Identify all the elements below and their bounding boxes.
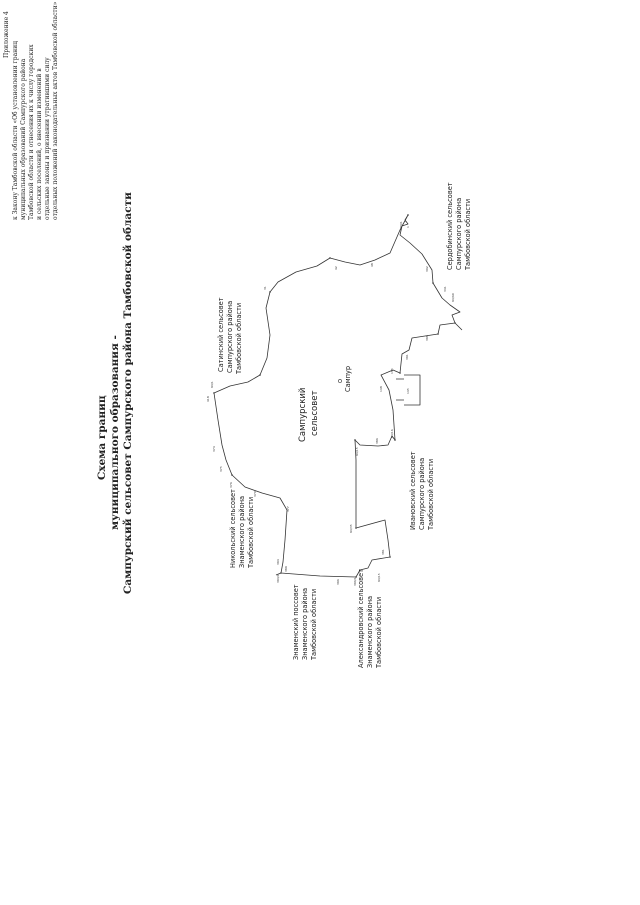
neighbor-znamensky-line-1: Знаменский поссовет	[292, 584, 300, 660]
annex-title: Приложение 4	[3, 11, 10, 58]
vertex-label: 341	[443, 286, 447, 292]
vertex-label: 145	[406, 388, 410, 394]
vertex-label: 377	[286, 506, 290, 512]
vertex	[354, 439, 356, 441]
vertex-label: 94/15	[355, 447, 359, 456]
vertex-label: 1	[406, 226, 410, 228]
vertex	[355, 527, 357, 529]
vertex-label: 48	[370, 263, 374, 267]
annex-line-3: Тамбовской области и отнесения их к числу городских	[28, 44, 35, 220]
vertex	[231, 474, 233, 476]
vertex-label: 94/35	[349, 524, 353, 533]
vertex-label: 396/1	[353, 577, 357, 586]
neighbor-nikolsky-line-1: Никольский сельсовет	[229, 489, 237, 568]
vertex	[437, 333, 439, 335]
village-label: Сампур	[344, 365, 352, 392]
vertex	[280, 572, 282, 574]
vertex-label: 396	[336, 579, 340, 585]
neighbor-nikolsky-line-2: Знаменского района	[238, 495, 246, 568]
vertex-label: 389	[284, 566, 288, 572]
vertex	[394, 439, 396, 441]
title-line-1: Схема границ	[96, 395, 108, 480]
vertex	[454, 322, 456, 324]
title-line-2: муниципального образования -	[109, 335, 121, 530]
neighbor-ivanovsky-line-1: Ивановский сельсовет	[409, 451, 417, 530]
neighbor-alexandrovsky-line-2: Знаменского района	[366, 595, 374, 668]
vertex-label: 376	[229, 482, 233, 488]
vertex	[399, 372, 401, 374]
center-territory-suffix: сельсовет	[310, 390, 320, 436]
vertex-label: 148	[379, 386, 383, 392]
vertex-label: 94/16	[390, 429, 394, 438]
vertex-label: 381	[381, 549, 385, 555]
neighbor-satinsky-line-1: Сатинский сельсовет	[217, 297, 225, 372]
inner-lot-edge	[396, 379, 404, 400]
vertex-label: 94/1	[399, 221, 403, 228]
neighbor-satinsky-line-3: Тамбовской области	[235, 302, 243, 374]
neighbor-ivanovsky-line-3: Тамбовской области	[427, 458, 435, 530]
vertex-label: 31	[263, 286, 267, 290]
annex-line-4: и сельских поселений, о внесении изменений в	[36, 68, 43, 220]
title-line-3: Сампурский сельсовет Сампурского района Тамбовской области	[122, 192, 134, 594]
annex-line-1: к Закону Тамбовской области «Об установлении границ	[12, 40, 19, 220]
center-territory-name: Сампурский	[298, 387, 308, 442]
vertex-label: 394/1	[276, 574, 280, 583]
vertex	[432, 282, 434, 284]
annex-line-5: отдельные законы и признании утратившими силу	[44, 57, 51, 220]
village-marker	[338, 379, 341, 382]
vertex-label: 386	[375, 438, 379, 444]
annex-line-2: муниципальных образований Сампурского района	[20, 58, 27, 220]
vertex-label: 155	[390, 368, 394, 374]
vertex	[213, 392, 215, 394]
neighbor-alexandrovsky-line-3: Тамбовской области	[375, 596, 383, 668]
vertex-label: 94/15	[377, 573, 381, 582]
spur-se	[455, 323, 462, 330]
vertex	[407, 214, 409, 216]
neighbor-ivanovsky-line-2: Сампурского района	[418, 457, 426, 530]
vertex-label: 375	[219, 466, 223, 472]
neighbor-serdobinsky-line-2: Сампурского района	[455, 197, 463, 270]
vertex-label: 394	[276, 559, 280, 565]
vertex-label: 374	[212, 446, 216, 452]
vertex-label: 94/60	[451, 293, 455, 302]
neighbor-serdobinsky-line-3: Тамбовской области	[464, 198, 472, 270]
neighbor-alexandrovsky-line-1: Александровский сельсовет	[357, 569, 365, 668]
neighbor-satinsky-line-2: Сампурского района	[226, 300, 234, 373]
vertex	[389, 556, 391, 558]
neighbor-znamensky-line-2: Знаменского района	[301, 587, 309, 660]
neighbor-znamensky-line-3: Тамбовской области	[310, 588, 318, 660]
neighbor-nikolsky-line-3: Тамбовской области	[247, 496, 255, 568]
vertex	[259, 374, 261, 376]
vertex-label: 398	[425, 335, 429, 341]
neighbor-serdobinsky-line-1: Сердобинский сельсовет	[446, 182, 454, 270]
vertex-label: 42	[334, 266, 338, 270]
vertex-label: 391	[405, 354, 409, 360]
vertex	[269, 291, 271, 293]
vertex-label: 370	[253, 491, 257, 497]
vertex-label: 302	[425, 266, 429, 272]
annex-line-6: отдельных положений законодательных актов Тамбовской области»	[52, 1, 59, 220]
vertex	[329, 257, 331, 259]
vertex-label: 418	[206, 396, 210, 402]
vertex-label: 94/1	[210, 381, 214, 388]
